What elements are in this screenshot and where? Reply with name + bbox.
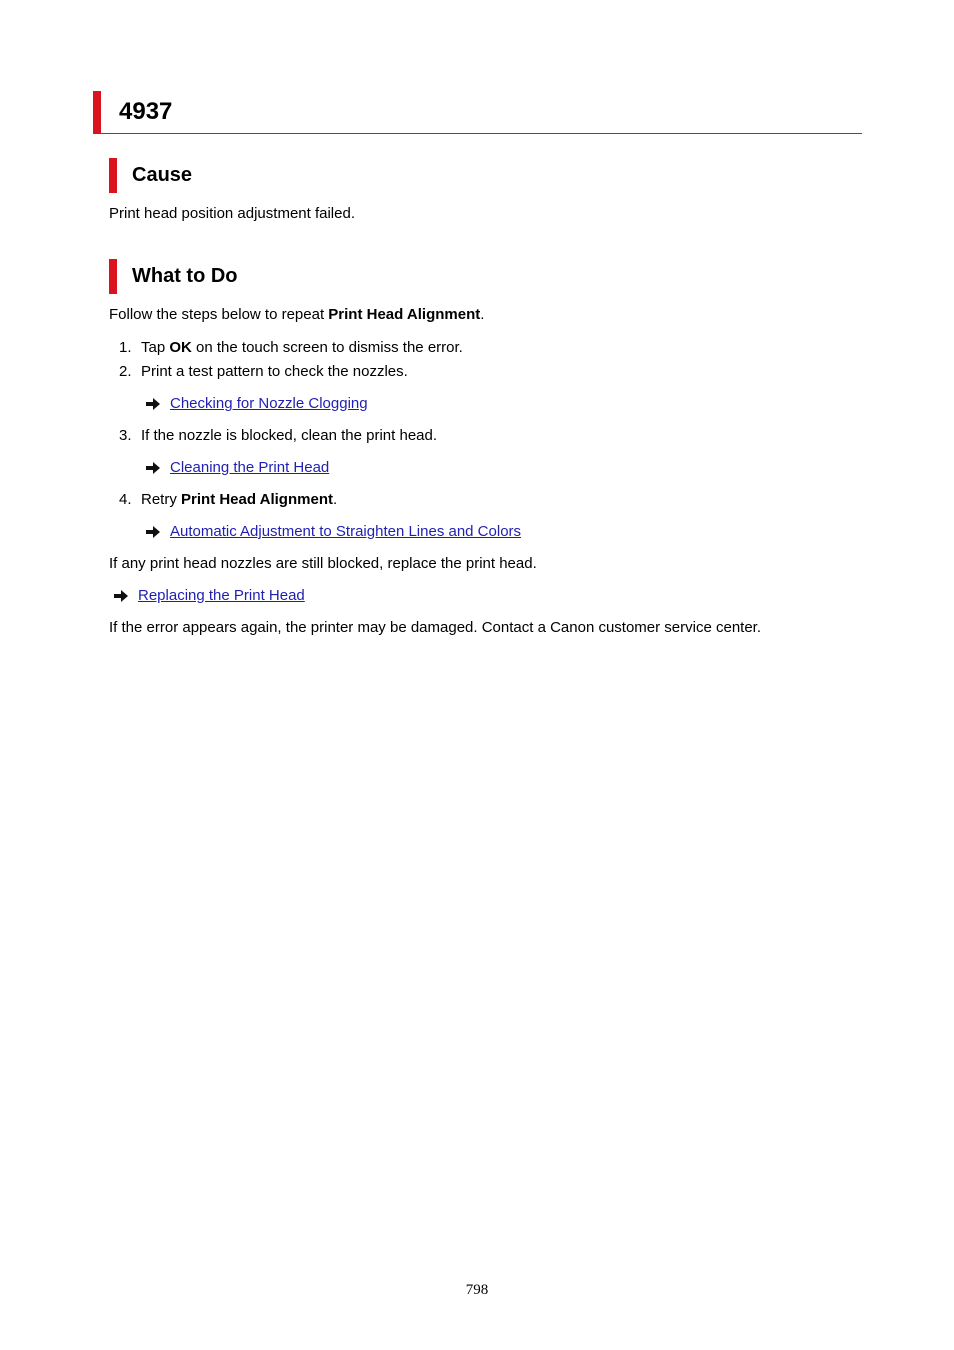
page-title-block (93, 91, 862, 134)
link-checking-nozzle-clogging[interactable]: Checking for Nozzle Clogging (170, 395, 368, 412)
link-cleaning-print-head[interactable]: Cleaning the Print Head (170, 459, 330, 476)
step-text-bold: OK (169, 339, 192, 356)
step-text-bold: Print Head Alignment (181, 491, 333, 508)
link-row (113, 587, 305, 605)
link-row (145, 395, 368, 413)
step-text-pre: Retry (141, 491, 182, 508)
cause-text: Print head position adjustment failed. (109, 205, 355, 222)
link-automatic-adjustment[interactable]: Automatic Adjustment to Straighten Lines and Colors (170, 523, 522, 540)
intro-bold: Print Head Alignment (328, 306, 481, 323)
title-accent-bar (93, 91, 101, 133)
cause-accent-bar (109, 158, 117, 193)
step-text (141, 339, 463, 357)
page-title: 4937 (119, 98, 173, 125)
step-text: If the nozzle is blocked, clean the print head. (141, 427, 438, 444)
step-number: 4. (119, 491, 132, 508)
link-replacing-print-head[interactable]: Replacing the Print Head (138, 587, 305, 604)
step-number: 2. (119, 363, 132, 380)
step-text-pre: Tap (141, 339, 170, 356)
step-text (141, 491, 337, 509)
right-arrow-icon (145, 395, 161, 413)
intro-end: . (480, 306, 485, 323)
final-text: If the error appears again, the printer may be damaged. Contact a Canon customer service center. (109, 619, 762, 636)
page-number: 798 (465, 1282, 489, 1298)
what-to-do-intro (109, 306, 484, 324)
cause-heading: Cause (132, 164, 193, 186)
right-arrow-icon (145, 459, 161, 477)
step-number: 1. (119, 339, 132, 356)
step-text: Print a test pattern to check the nozzles. (141, 363, 408, 380)
step-text-post: . (332, 491, 338, 508)
what-to-do-accent-bar (109, 259, 117, 294)
what-to-do-heading: What to Do (132, 265, 238, 287)
right-arrow-icon (145, 523, 161, 541)
link-row (145, 459, 329, 477)
intro-text: Follow the steps below to repeat (109, 306, 329, 323)
after-steps-text: If any print head nozzles are still blocked, replace the print head. (109, 555, 537, 572)
step-number: 3. (119, 427, 132, 444)
link-row (145, 523, 521, 541)
step-text-post: on the touch screen to dismiss the error. (191, 339, 463, 356)
right-arrow-icon (113, 587, 129, 605)
